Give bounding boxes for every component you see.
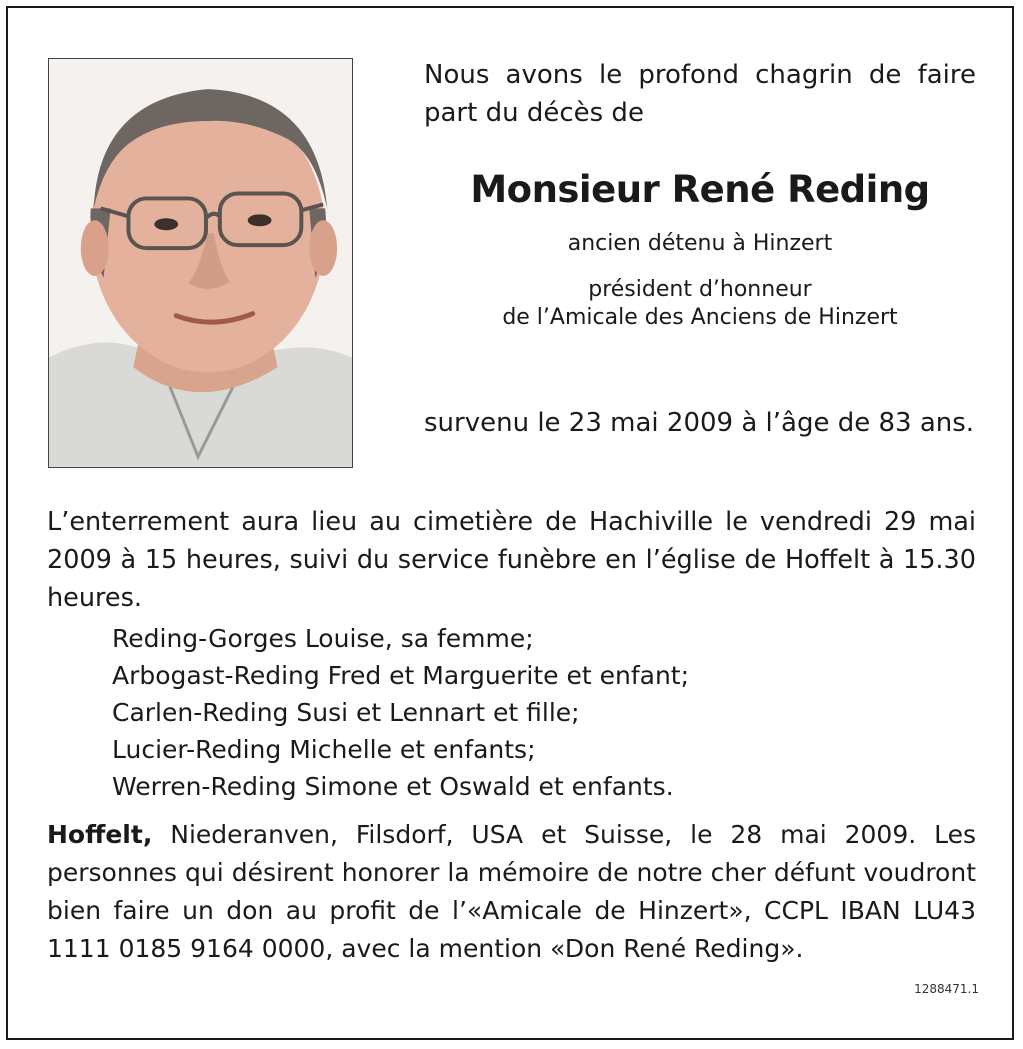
title-line: ancien détenu à Hinzert [567,231,833,256]
place-rest: Niederanven, Filsdorf, USA et Suisse, le 28 mai 2009. Les personnes qui désirent honorer la mémoire de notre cher défunt voudront bien faire un don au profit de l’«Amicale de Hinzert», CCPL IBAN LU43 1111 0185 9164 0000, avec la mention «Don René Reding». [47,820,976,963]
reference-number: 1288471.1 [914,982,979,996]
family-member: Werren-Reding Simone et Oswald et enfants. [112,772,674,801]
intro-text: Nous avons le profond chagrin de faire part du décès de [424,60,976,128]
death-date-text: survenu le 23 mai 2009 à l’âge de 83 ans. [424,408,975,438]
family-member: Arbogast-Reding Fred et Marguerite et enfant; [112,661,690,690]
family-member: Lucier-Reding Michelle et enfants; [112,735,536,764]
place-and-donation [47,816,976,968]
family-member: Reding-Gorges Louise, sa femme; [112,624,534,653]
deceased-titles [424,230,976,332]
funeral-details: L’enterrement aura lieu au cimetière de Hachiville le vendredi 29 mai 2009 à 15 heures, suivi du service funèbre en l’église de Hoffelt à 15.30 heures. [47,507,976,613]
title-line: de l’Amicale des Anciens de Hinzert [502,305,898,330]
deceased-name: Monsieur René Reding [470,168,930,211]
family-list [112,620,976,805]
place-bold: Hoffelt, [47,820,153,849]
portrait-illustration [49,59,352,467]
portrait-photo [48,58,353,468]
family-member: Carlen-Reding Susi et Lennart et fille; [112,698,580,727]
title-line: président d’honneur [588,277,812,302]
